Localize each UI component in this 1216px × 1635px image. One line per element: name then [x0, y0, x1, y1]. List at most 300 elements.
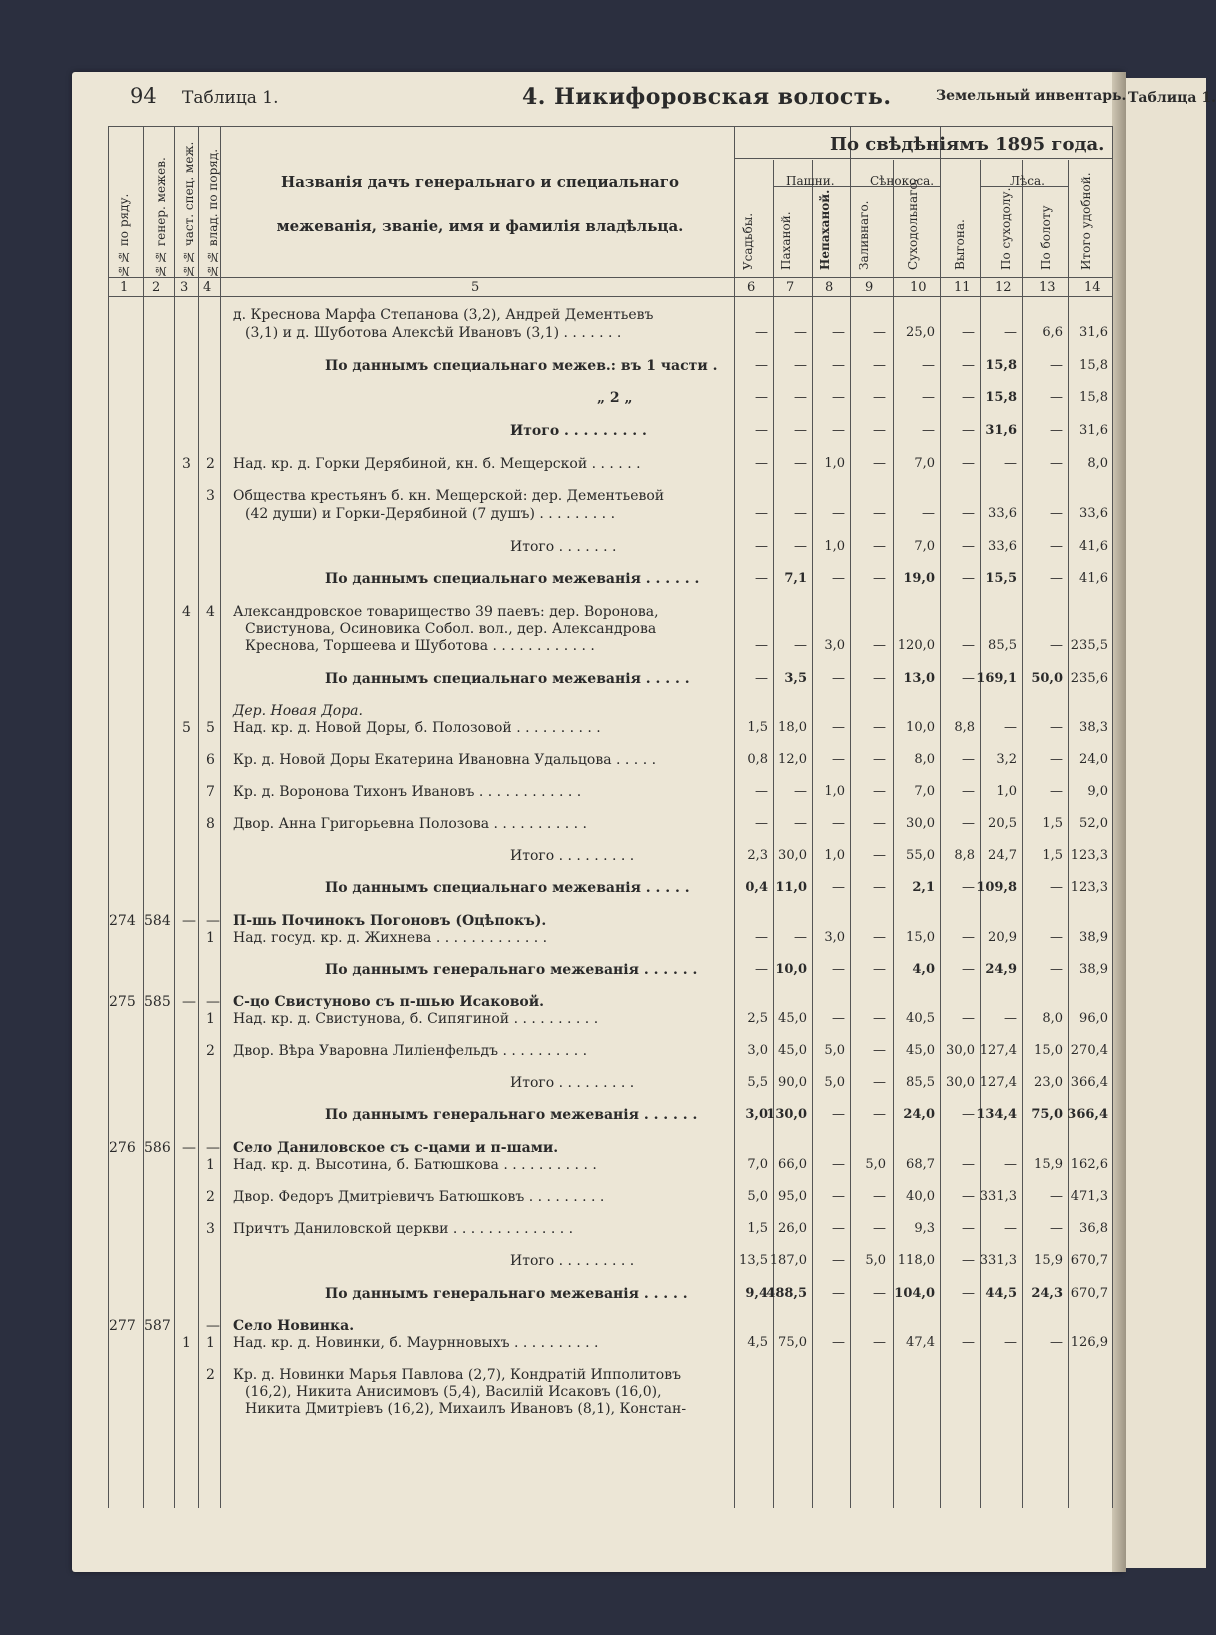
cell-value: 18,0: [778, 720, 807, 735]
row-index-c3: 5: [182, 720, 191, 736]
row-rule: [108, 277, 1112, 278]
cell-value: —: [1004, 456, 1017, 471]
row-name: Итого . . . . . . . . .: [510, 423, 647, 439]
cell-value: —: [1050, 784, 1063, 799]
cell-value: 366,4: [1067, 1107, 1108, 1122]
cell-value: —: [873, 571, 886, 586]
cell-value: —: [755, 671, 768, 686]
cell-value: —: [962, 638, 975, 653]
page-number: 94: [130, 84, 157, 108]
row-name: С-цо Свистуново съ п-шью Исаковой.: [233, 994, 545, 1010]
row-rule: [734, 158, 1112, 159]
cell-value: —: [1050, 720, 1063, 735]
cell-value: 10,0: [775, 962, 807, 977]
cell-value: 66,0: [778, 1157, 807, 1172]
cell-value: —: [832, 1107, 845, 1122]
cell-value: 3,2: [996, 752, 1017, 767]
row-index-c4: 8: [206, 816, 215, 832]
row-name: Над. кр. д. Новой Доры, б. Полозовой . . . . . . . . . .: [233, 720, 601, 736]
cell-value: 30,0: [778, 848, 807, 863]
cell-value: 12,0: [778, 752, 807, 767]
row-index-c4: —: [206, 994, 220, 1010]
cell-value: 19,0: [903, 571, 935, 586]
cell-value: —: [962, 1107, 975, 1122]
cell-value: —: [873, 1221, 886, 1236]
cell-value: 7,0: [914, 456, 935, 471]
cell-value: 130,0: [766, 1107, 807, 1122]
column-number: 5: [471, 280, 480, 295]
cell-value: 1,0: [824, 848, 845, 863]
column-number: 14: [1084, 280, 1101, 295]
cell-value: —: [832, 390, 845, 405]
cell-value: 9,4: [745, 1286, 768, 1301]
cell-value: 15,5: [985, 571, 1017, 586]
cell-value: —: [832, 1286, 845, 1301]
cell-value: 25,0: [906, 325, 935, 340]
row-name: Итого . . . . . . .: [510, 539, 617, 555]
row-index-c3: —: [182, 1140, 196, 1156]
cell-value: 33,6: [988, 539, 1017, 554]
cell-value: 5,0: [747, 1189, 768, 1204]
cell-value: —: [873, 456, 886, 471]
row-index-c4: 3: [206, 1221, 215, 1237]
cell-value: —: [962, 1189, 975, 1204]
row-name: Итого . . . . . . . . .: [510, 1253, 635, 1269]
cell-value: —: [962, 752, 975, 767]
next-page-edge: [1126, 78, 1206, 1568]
cell-value: —: [873, 1043, 886, 1058]
cell-value: 134,4: [976, 1107, 1017, 1122]
row-name: По даннымъ специальнаго межеванiя . . . . .: [325, 880, 690, 896]
row-index-c4: 1: [206, 1011, 215, 1027]
row-index-c2: 584: [144, 913, 171, 929]
row-index-c4: 2: [206, 1189, 215, 1205]
cell-value: 38,9: [1079, 930, 1108, 945]
section-label: Земельный инвентарь.: [936, 88, 1127, 104]
cell-value: —: [873, 506, 886, 521]
cell-value: —: [873, 1011, 886, 1026]
row-index-c4: 1: [206, 930, 215, 946]
arable-unplowed-header: Непаханой.: [818, 189, 832, 270]
column-rule: [198, 126, 199, 1508]
cell-value: 8,8: [954, 720, 975, 735]
cell-value: —: [1004, 1011, 1017, 1026]
cell-value: 127,4: [979, 1043, 1017, 1058]
right-page-label: Таблица 1.: [1128, 90, 1216, 106]
page-title: 4. Никифоровская волость.: [522, 84, 892, 110]
cell-value: 1,5: [1042, 816, 1063, 831]
cell-value: —: [1050, 571, 1063, 586]
cell-value: 33,6: [1079, 506, 1108, 521]
cell-value: 45,0: [906, 1043, 935, 1058]
cell-value: 95,0: [778, 1189, 807, 1204]
cell-value: 9,3: [914, 1221, 935, 1236]
cell-value: 1,0: [996, 784, 1017, 799]
cell-value: —: [1004, 720, 1017, 735]
cell-value: —: [1050, 1189, 1063, 1204]
cell-value: 45,0: [778, 1011, 807, 1026]
row-index-c2: 586: [144, 1140, 171, 1156]
row-name: Креснова, Торшеева и Шуботова . . . . . . . . . . . .: [245, 638, 595, 654]
cell-value: 127,4: [979, 1075, 1017, 1090]
pasture-header: Выгона.: [953, 219, 967, 270]
cell-value: —: [1050, 1335, 1063, 1350]
cell-value: 670,7: [1070, 1253, 1108, 1268]
row-index-c4: 2: [206, 1043, 215, 1059]
cell-value: —: [962, 325, 975, 340]
cell-value: 47,4: [906, 1335, 935, 1350]
column-number: 6: [747, 280, 756, 295]
cell-value: —: [873, 423, 886, 438]
cell-value: —: [962, 784, 975, 799]
cell-value: —: [1004, 1157, 1017, 1172]
cell-value: 235,6: [1070, 671, 1108, 686]
cell-value: —: [755, 423, 768, 438]
cell-value: 1,5: [747, 720, 768, 735]
cell-value: 366,4: [1070, 1075, 1108, 1090]
column-rule: [108, 126, 109, 1508]
cell-value: —: [832, 1335, 845, 1350]
row-name: По даннымъ генеральнаго межеванiя . . . . . .: [325, 962, 698, 978]
cell-value: —: [1050, 358, 1063, 373]
cell-value: —: [1004, 1221, 1017, 1236]
cell-value: —: [962, 1011, 975, 1026]
column-number: 11: [954, 280, 971, 295]
cell-value: —: [755, 816, 768, 831]
cell-value: —: [962, 1221, 975, 1236]
cell-value: —: [755, 325, 768, 340]
col-header-4: №№ влад. по поряд.: [206, 148, 220, 278]
cell-value: —: [962, 671, 975, 686]
cell-value: 270,4: [1070, 1043, 1108, 1058]
cell-value: —: [832, 1157, 845, 1172]
row-name: Итого . . . . . . . . .: [510, 1075, 635, 1091]
cell-value: 3,5: [784, 671, 807, 686]
hay-dry-header: Суходольнаго.: [906, 178, 920, 270]
cell-value: 7,0: [914, 539, 935, 554]
cell-value: 5,0: [865, 1157, 886, 1172]
cell-value: —: [873, 390, 886, 405]
cell-value: —: [873, 1075, 886, 1090]
row-index-c1: 277: [109, 1318, 136, 1334]
cell-value: —: [962, 880, 975, 895]
cell-value: 169,1: [976, 671, 1017, 686]
row-name: Двор. Анна Григорьевна Полозова . . . . . . . . . . .: [233, 816, 587, 832]
hay-header: Сѣнокоса.: [870, 174, 935, 188]
cell-value: 5,5: [747, 1075, 768, 1090]
cell-value: —: [962, 1157, 975, 1172]
cell-value: 24,3: [1031, 1286, 1063, 1301]
cell-value: 1,5: [747, 1221, 768, 1236]
column-rule: [220, 126, 221, 1508]
cell-value: —: [1050, 638, 1063, 653]
row-rule: [108, 126, 1112, 127]
row-index-c4: 7: [206, 784, 215, 800]
col-header-3: №№ част. спец. меж.: [182, 141, 196, 278]
row-name: Село Новинка.: [233, 1318, 355, 1334]
cell-value: —: [794, 784, 807, 799]
cell-value: 38,3: [1079, 720, 1108, 735]
cell-value: 20,5: [988, 816, 1017, 831]
cell-value: —: [832, 1253, 845, 1268]
cell-value: 8,0: [1042, 1011, 1063, 1026]
arable-header: Пашни.: [786, 174, 835, 188]
cell-value: 9,0: [1087, 784, 1108, 799]
cell-value: —: [755, 638, 768, 653]
cell-value: —: [832, 1011, 845, 1026]
cell-value: —: [832, 880, 845, 895]
cell-value: 15,0: [906, 930, 935, 945]
cell-value: —: [873, 784, 886, 799]
row-index-c3: —: [182, 994, 196, 1010]
cell-value: —: [832, 816, 845, 831]
cell-value: —: [755, 571, 768, 586]
cell-value: —: [873, 720, 886, 735]
cell-value: 24,9: [985, 962, 1017, 977]
row-name: По даннымъ генеральнаго межеванiя . . . . . .: [325, 1107, 698, 1123]
cell-value: —: [873, 1335, 886, 1350]
cell-value: 75,0: [1031, 1107, 1063, 1122]
cell-value: 8,8: [954, 848, 975, 863]
column-number: 4: [203, 280, 212, 295]
cell-value: 41,6: [1079, 539, 1108, 554]
cell-value: —: [1050, 423, 1063, 438]
row-index-c4: 2: [206, 456, 215, 472]
col-header-2: №№ генер. межев.: [154, 157, 168, 278]
row-index-c4: 5: [206, 720, 215, 736]
forest-bog-header: По болоту: [1039, 205, 1053, 270]
forest-header: Лѣса.: [1010, 174, 1045, 188]
cell-value: —: [832, 720, 845, 735]
column-number: 12: [995, 280, 1012, 295]
cell-value: —: [962, 962, 975, 977]
cell-value: 30,0: [906, 816, 935, 831]
row-index-c1: 274: [109, 913, 136, 929]
cell-value: —: [1004, 1335, 1017, 1350]
col-header-1: №№ по ряду.: [117, 193, 131, 278]
cell-value: —: [1050, 1221, 1063, 1236]
cell-value: —: [962, 1335, 975, 1350]
cell-value: —: [962, 390, 975, 405]
cell-value: 15,8: [1079, 358, 1108, 373]
cell-value: 24,0: [1079, 752, 1108, 767]
row-index-c1: 276: [109, 1140, 136, 1156]
row-name: Александровское товарищество 39 паевъ: дер. Воронова,: [233, 604, 659, 620]
book-gutter: [1112, 72, 1126, 1572]
row-name: Итого . . . . . . . . .: [510, 848, 635, 864]
row-name: Никита Дмитрiевъ (16,2), Михаилъ Ивановъ (8,1), Констан-: [245, 1401, 687, 1417]
cell-value: —: [832, 671, 845, 686]
cell-value: —: [755, 962, 768, 977]
cell-value: —: [873, 325, 886, 340]
cell-value: —: [962, 358, 975, 373]
total-header: Итого удобной.: [1079, 172, 1093, 270]
cell-value: —: [873, 1286, 886, 1301]
cell-value: 0,4: [745, 880, 768, 895]
row-name: Над. кр. д. Новинки, б. Маурнновыхъ . . . . . . . . . .: [233, 1335, 599, 1351]
row-index-c3: 3: [182, 456, 191, 472]
row-rule: [108, 296, 1112, 297]
cell-value: —: [873, 930, 886, 945]
cell-value: 118,0: [897, 1253, 935, 1268]
column-number: 7: [786, 280, 795, 295]
cell-value: —: [873, 816, 886, 831]
cell-value: —: [832, 506, 845, 521]
hay-flood-header: Заливнаго.: [857, 200, 871, 270]
cell-value: —: [873, 848, 886, 863]
cell-value: 13,5: [739, 1253, 768, 1268]
cell-value: 31,6: [985, 423, 1017, 438]
column-number: 8: [825, 280, 834, 295]
row-index-c4: —: [206, 1318, 220, 1334]
cell-value: 38,9: [1079, 962, 1108, 977]
cell-value: —: [755, 456, 768, 471]
row-index-c4: 3: [206, 488, 215, 504]
cell-value: 15,8: [985, 390, 1017, 405]
row-name: Кр. д. Новинки Марья Павлова (2,7), Кондратiй Ипполитовъ: [233, 1367, 682, 1383]
row-index-c4: 1: [206, 1335, 215, 1351]
cell-value: 1,0: [824, 784, 845, 799]
cell-value: 1,0: [824, 539, 845, 554]
cell-value: —: [962, 423, 975, 438]
cell-value: 2,5: [747, 1011, 768, 1026]
cell-value: —: [794, 456, 807, 471]
cell-value: —: [794, 930, 807, 945]
cell-value: —: [1050, 930, 1063, 945]
cell-value: —: [1050, 539, 1063, 554]
column-rule: [174, 126, 175, 1508]
cell-value: 68,7: [906, 1157, 935, 1172]
cell-value: 96,0: [1079, 1011, 1108, 1026]
cell-value: —: [922, 390, 935, 405]
cell-value: 670,7: [1070, 1286, 1108, 1301]
cell-value: —: [873, 539, 886, 554]
cell-value: —: [1050, 456, 1063, 471]
column-rule: [143, 126, 144, 1508]
estates-header: Усадьбы.: [741, 212, 755, 270]
cell-value: —: [962, 816, 975, 831]
cell-value: 40,0: [906, 1189, 935, 1204]
cell-value: —: [794, 358, 807, 373]
cell-value: —: [1004, 325, 1017, 340]
cell-value: —: [922, 358, 935, 373]
cell-value: 4,5: [747, 1335, 768, 1350]
cell-value: —: [794, 390, 807, 405]
cell-value: —: [794, 325, 807, 340]
cell-value: —: [1050, 752, 1063, 767]
cell-value: 120,0: [897, 638, 935, 653]
row-name: Над. кр. д. Свистунова, б. Сипягиной . . . . . . . . . .: [233, 1011, 599, 1027]
row-name: (3,1) и д. Шуботова Алексѣй Ивановъ (3,1) . . . . . . .: [245, 325, 622, 341]
cell-value: 7,1: [784, 571, 807, 586]
cell-value: 11,0: [775, 880, 807, 895]
row-name: Над. кр. д. Высотина, б. Батюшкова . . . . . . . . . . .: [233, 1157, 597, 1173]
cell-value: —: [962, 571, 975, 586]
cell-value: 123,3: [1070, 880, 1108, 895]
cell-value: 109,8: [976, 880, 1017, 895]
column-number: 1: [120, 280, 129, 295]
column-number: 3: [180, 280, 189, 295]
cell-value: —: [873, 1189, 886, 1204]
names-header: Названiя дачъ генеральнаго и специальнаго межеванiя, званiе, имя и фамилiя владѣльца.: [276, 173, 684, 235]
column-number: 13: [1039, 280, 1056, 295]
cell-value: 44,5: [985, 1286, 1017, 1301]
cell-value: —: [755, 506, 768, 521]
cell-value: 2,1: [912, 880, 935, 895]
cell-value: —: [962, 539, 975, 554]
column-number: 2: [152, 280, 161, 295]
cell-value: 75,0: [778, 1335, 807, 1350]
cell-value: —: [794, 506, 807, 521]
cell-value: 52,0: [1079, 816, 1108, 831]
row-name: Причтъ Даниловской церкви . . . . . . . . . . . . . .: [233, 1221, 574, 1237]
cell-value: —: [755, 390, 768, 405]
cell-value: —: [922, 423, 935, 438]
cell-value: 85,5: [988, 638, 1017, 653]
cell-value: —: [873, 962, 886, 977]
cell-value: 31,6: [1079, 325, 1108, 340]
cell-value: 24,0: [903, 1107, 935, 1122]
row-index-c4: —: [206, 913, 220, 929]
row-index-c4: 1: [206, 1157, 215, 1173]
cell-value: 1,5: [1042, 848, 1063, 863]
cell-value: —: [794, 423, 807, 438]
cell-value: 7,0: [747, 1157, 768, 1172]
row-index-c4: —: [206, 1140, 220, 1156]
column-number: 10: [910, 280, 927, 295]
cell-value: 3,0: [824, 930, 845, 945]
cell-value: 6,6: [1042, 325, 1063, 340]
cell-value: 30,0: [946, 1043, 975, 1058]
row-name: Над. госуд. кр. д. Жихнева . . . . . . . . . . . . .: [233, 930, 548, 946]
cell-value: 41,6: [1079, 571, 1108, 586]
cell-value: 13,0: [903, 671, 935, 686]
row-name: Свистунова, Осиновика Собол. вол., дер. Александрова: [245, 621, 657, 637]
row-name: Двор. Вѣра Уваровна Лилiенфельдъ . . . . . . . . . .: [233, 1043, 588, 1059]
cell-value: 1,0: [824, 456, 845, 471]
cell-value: 235,5: [1070, 638, 1108, 653]
cell-value: 162,6: [1070, 1157, 1108, 1172]
cell-value: 40,5: [906, 1011, 935, 1026]
arable-plowed-header: Паханой.: [779, 211, 793, 270]
cell-value: 15,0: [1034, 1043, 1063, 1058]
cell-value: —: [873, 638, 886, 653]
cell-value: 30,0: [946, 1075, 975, 1090]
cell-value: 5,0: [824, 1043, 845, 1058]
cell-value: —: [832, 962, 845, 977]
cell-value: —: [755, 930, 768, 945]
row-name: П-шь Починокъ Погоновъ (Оцѣпокъ).: [233, 913, 547, 929]
cell-value: 3,0: [745, 1107, 768, 1122]
cell-value: —: [832, 325, 845, 340]
row-name: Кр. д. Новой Доры Екатерина Ивановна Удальцова . . . . .: [233, 752, 657, 768]
cell-value: 15,8: [1079, 390, 1108, 405]
cell-value: —: [1050, 390, 1063, 405]
cell-value: —: [1050, 962, 1063, 977]
cell-value: 331,3: [979, 1189, 1017, 1204]
cell-value: —: [962, 930, 975, 945]
cell-value: 471,3: [1070, 1189, 1108, 1204]
cell-value: 15,8: [985, 358, 1017, 373]
cell-value: 8,0: [1087, 456, 1108, 471]
row-name: Общества крестьянъ б. кн. Мещерской: дер. Дементьевой: [233, 488, 665, 504]
cell-value: —: [832, 752, 845, 767]
cell-value: 15,9: [1034, 1157, 1063, 1172]
cell-value: —: [755, 784, 768, 799]
cell-value: 5,0: [865, 1253, 886, 1268]
row-name: „ 2 „: [597, 390, 633, 406]
row-name: По даннымъ специальнаго межеванiя . . . . .: [325, 671, 690, 687]
